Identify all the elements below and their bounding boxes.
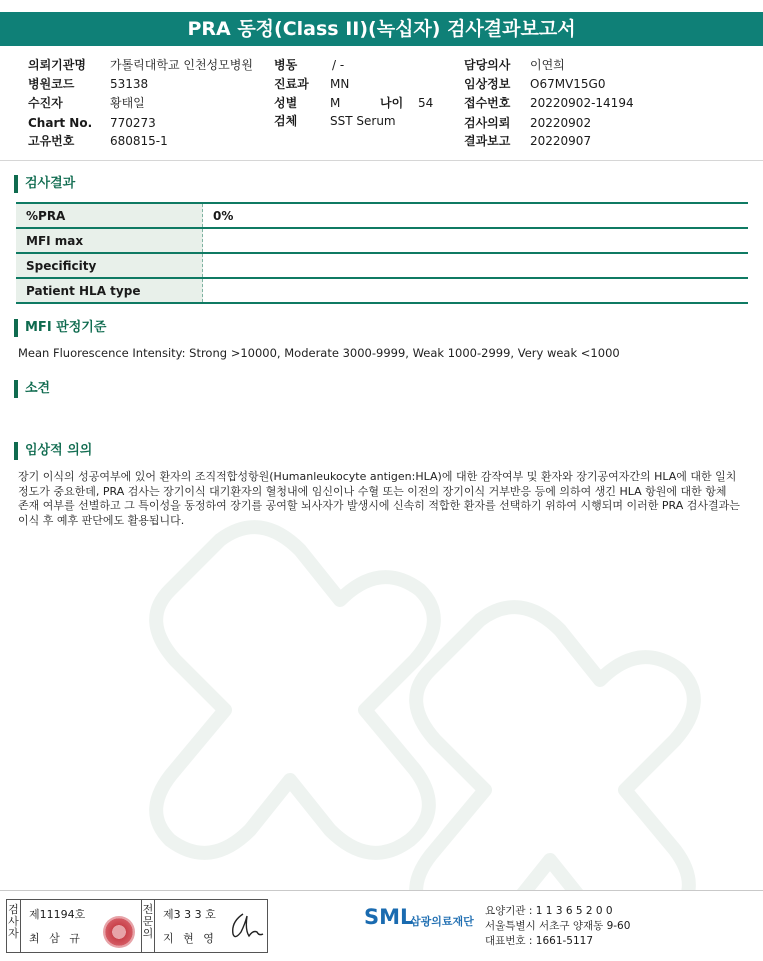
info-value: O67MV15G0 [530,77,606,91]
examiner-label-char: 사 [8,915,19,928]
address-line: 대표번호 : 1661-5117 [485,935,594,947]
address-line: 요양기관 : 1 1 3 6 5 2 0 0 [485,905,613,917]
report-footer [0,890,763,961]
info-value: MN [330,77,350,91]
info-key: 검사의뢰 [464,116,511,130]
reviewer-label [141,900,155,952]
result-label: %PRA [16,203,203,228]
clinical-line: 이식 후 예후 판단에도 활용됩니다. [18,513,185,527]
info-value: 53138 [110,77,149,91]
results-table [16,202,748,304]
info-value: 770273 [110,116,156,130]
info-key: 접수번호 [464,96,511,110]
info-value: 680815-1 [110,134,168,148]
section-clinical-heading: 임상적 의의 [14,442,92,460]
mfi-criteria-text: Mean Fluorescence Intensity: Strong >10000, Moderate 3000-9999, Weak 1000-2999, Very weak <1000 [18,346,620,360]
result-label: MFI max [16,228,203,253]
result-label: Patient HLA type [16,278,203,303]
sml-logo: SML [364,905,414,929]
info-key: Chart No. [28,116,93,130]
reviewer-license: 제3 3 3 호 [163,908,216,921]
result-value [203,253,749,278]
patient-info-col1 [28,58,268,153]
age-value: 54 [418,96,434,110]
info-key: 담당의사 [464,58,511,72]
info-key: 검체 [274,114,298,128]
info-key: 병동 [274,58,298,72]
table-row [16,253,748,278]
reviewer-label-char: 문 [142,915,154,928]
info-key: 고유번호 [28,134,75,148]
patient-info-col3 [464,58,664,153]
info-value: 황태일 [110,96,145,110]
report-title: PRA 동정(Class II)(녹십자) 검사결과보고서 [0,12,763,46]
info-value: SST Serum [330,114,396,128]
info-key: 성별 [274,96,298,110]
result-value [203,228,749,253]
info-key: 임상정보 [464,77,511,91]
org-name: 삼광의료재단 [410,915,474,928]
info-value: 가톨릭대학교 인천성모병원 [110,58,253,72]
reviewer-label-char: 의 [142,927,154,940]
examiner-label-char: 자 [8,927,19,940]
info-value: 20220907 [530,134,592,148]
clinical-line: 정도가 중요한데, PRA 검사는 장기이식 대기환자의 혈청내에 임신이나 수혈 또는 이전의 장기이식 거부반응 등에 의하여 생긴 HLA 항원에 대한 항체 [18,484,727,498]
examiner-license: 제11194호 [29,908,86,921]
result-value [203,278,749,303]
result-value: 0% [203,203,749,228]
info-key: 수진자 [28,96,63,110]
patient-info-col2 [274,58,444,138]
info-value: / - [332,58,345,72]
table-row [16,278,748,303]
clinical-line: 장기 이식의 성공여부에 있어 환자의 조직적합성항원(Humanleukocyte antigen:HLA)에 대한 감작여부 및 환자와 장기공여자간의 HLA에 대한 일치 [18,470,737,483]
table-row [16,203,748,228]
examiner-name: 최 삼 규 [29,932,83,945]
section-results-heading: 검사결과 [14,175,75,193]
info-key: 병원코드 [28,77,75,91]
address-line: 서울특별시 서초구 양재동 9-60 [485,920,631,932]
info-value: 이연희 [530,58,565,72]
cross-watermark-icon [100,500,763,890]
info-key: 의뢰기관명 [28,58,86,72]
table-row [16,228,748,253]
info-key: 결과보고 [464,134,511,148]
reviewer-name: 지 현 영 [163,932,217,945]
result-label: Specificity [16,253,203,278]
age-label: 나이 [380,96,404,110]
header-divider [0,160,763,161]
examiner-label-char: 검 [8,903,19,916]
red-seal-icon [103,916,135,948]
info-value: 20220902 [530,116,592,130]
signature-icon [225,908,265,944]
signature-box [6,899,268,953]
info-value: M [330,96,341,110]
info-value: 20220902-14194 [530,96,634,110]
info-key: 진료과 [274,77,309,91]
reviewer-label-char: 전 [142,903,154,916]
clinical-line: 존재 여부를 선별하고 그 특이성을 동정하여 장기를 공여할 뇌사자가 발생시에 신속히 적합한 환자를 선택하기 위하여 시행되며 이러한 PRA 검사결과는 [18,499,740,512]
section-mfi-heading: MFI 판정기준 [14,319,106,337]
examiner-label [7,900,21,952]
section-opinion-heading: 소견 [14,380,50,398]
